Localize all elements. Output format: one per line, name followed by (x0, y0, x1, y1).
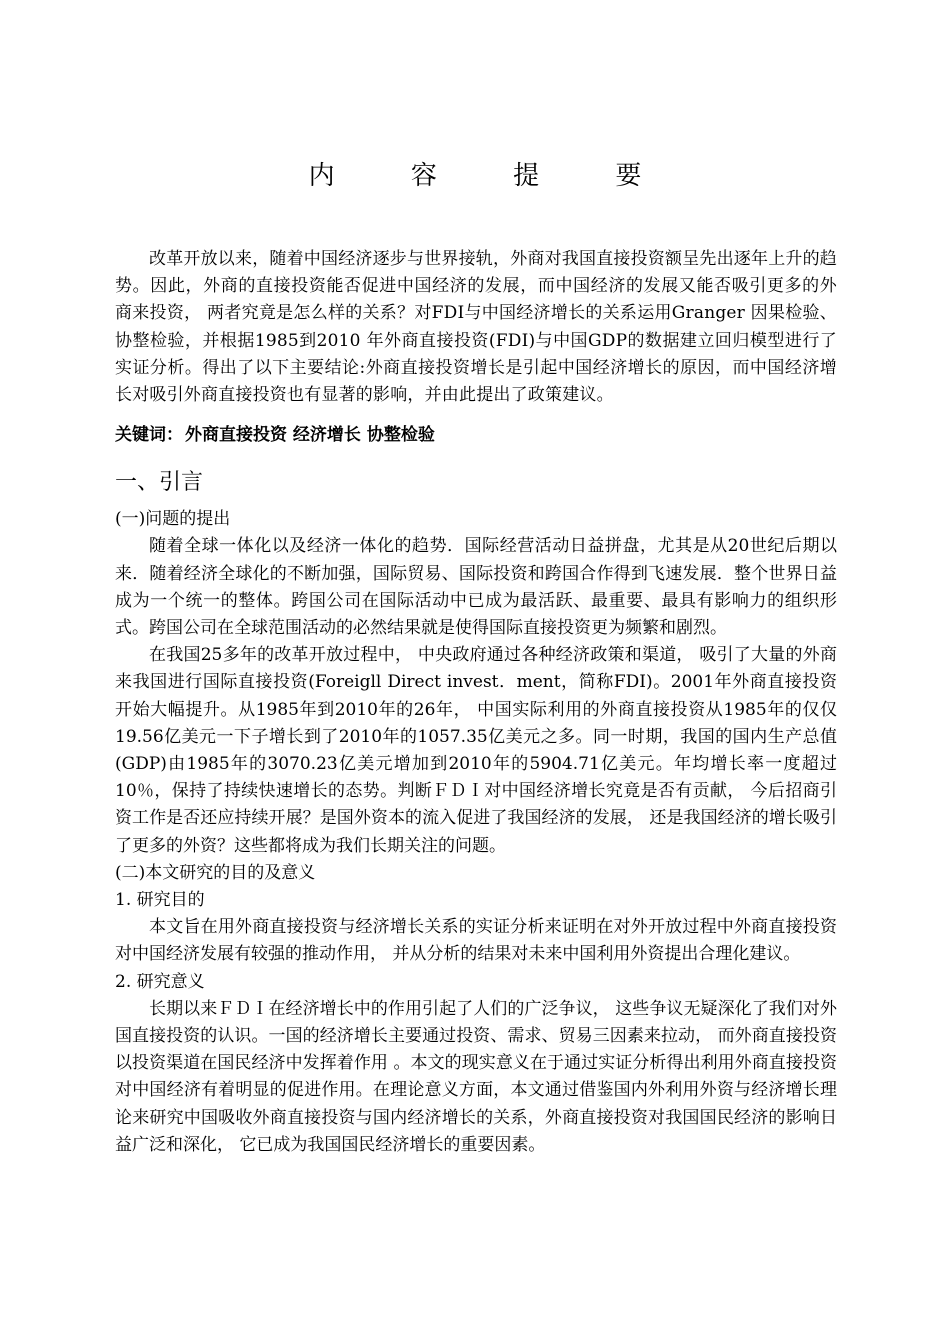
item-heading-research-purpose: 1. 研究目的 (115, 890, 205, 911)
section-heading-introduction: 一、引言 (115, 470, 204, 496)
item-heading-research-significance: 2. 研究意义 (115, 971, 205, 992)
keywords-label: 关键词： (115, 425, 183, 446)
subsection-heading-purpose: (二)本文研究的目的及意义 (115, 862, 316, 883)
document-body (115, 246, 837, 1159)
paragraph-problem-2: 在我国25多年的改革开放过程中， 中央政府通过各种经济政策和渠道， 吸引了大量的外商来我国进行国际直接投资(Foreigll Direct invest．ment，简称FDI)。2001年外商直接投资开始大幅提升。从1985年到2010年的26年， 中国实际利用的外商直接投资从1985年的仅仅19.56亿美元一下子增长到了2010年的1057.35亿美元之多。同一时期，我国的国内生产总值(GDP)由1985年的3070.23亿美元增加到2010年的5904.71亿美元。年均增长率一度超过10％，保持了持续快速增长的态势。判断ＦＤＩ对中国经济增长究竟是否有贡献， 今后招商引资工作是否还应持续开展？是国外资本的流入促进了我国经济的发展， 还是我国经济的增长吸引了更多的外资？这些都将成为我们长期关注的问题。 (115, 645, 837, 856)
keywords-value: 外商直接投资 经济增长 协整检验 (185, 425, 435, 446)
subsection-heading-problem: (一)问题的提出 (115, 509, 231, 530)
paragraph-research-purpose: 本文旨在用外商直接投资与经济增长关系的实证分析来证明在对外开放过程中外商直接投资对中国经济发展有较强的推动作用， 并从分析的结果对未来中国利用外资提出合理化建议。 (115, 917, 837, 965)
abstract-paragraph: 改革开放以来，随着中国经济逐步与世界接轨，外商对我国直接投资额呈先出逐年上升的趋势。因此，外商的直接投资能否促进中国经济的发展，而中国经济的发展又能否吸引更多的外商来投资， 两者究竟是怎么样的关系？对FDI与中国经济增长的关系运用Granger 因果检验、协整检验，并根据1985到2010 年外商直接投资(FDI)与中国GDP的数据建立回归模型进行了实证分析。得出了以下主要结论:外商直接投资增长是引起中国经济增长的原因，而中国经济增长对吸引外商直接投资也有显著的影响，并由此提出了政策建议。 (115, 249, 837, 406)
page-title: 内 容 提 要 (308, 161, 676, 191)
keywords-line (115, 422, 837, 448)
paragraph-research-significance: 长期以来ＦＤＩ在经济增长中的作用引起了人们的广泛争议， 这些争议无疑深化了我们对外国直接投资的认识。一国的经济增长主要通过投资、需求、贸易三因素来拉动， 而外商直接投资以投资渠道在国民经济中发挥着作用 。本文的现实意义在于通过实证分析得出利用外商直接投资对中国经济有着明显的促进作用。在理论意义方面，本文通过借鉴国内外利用外资与经济增长理论来研究中国吸收外商直接投资与国内经济增长的关系，外商直接投资对我国国民经济的影响日益广泛和深化， 它已成为我国国民经济增长的重要因素。 (115, 998, 837, 1155)
paragraph-problem-1: 随着全球一体化以及经济一体化的趋势．国际经营活动日益拼盘，尤其是从20世纪后期以来．随着经济全球化的不断加强，国际贸易、国际投资和跨国合作得到飞速发展．整个世界日益成为一个统一的整体。跨国公司在国际活动中已成为最活跃、最重要、最具有影响力的组织形式。跨国公司在全球范围活动的必然结果就是使得国际直接投资更为频繁和剧烈。 (115, 536, 837, 639)
